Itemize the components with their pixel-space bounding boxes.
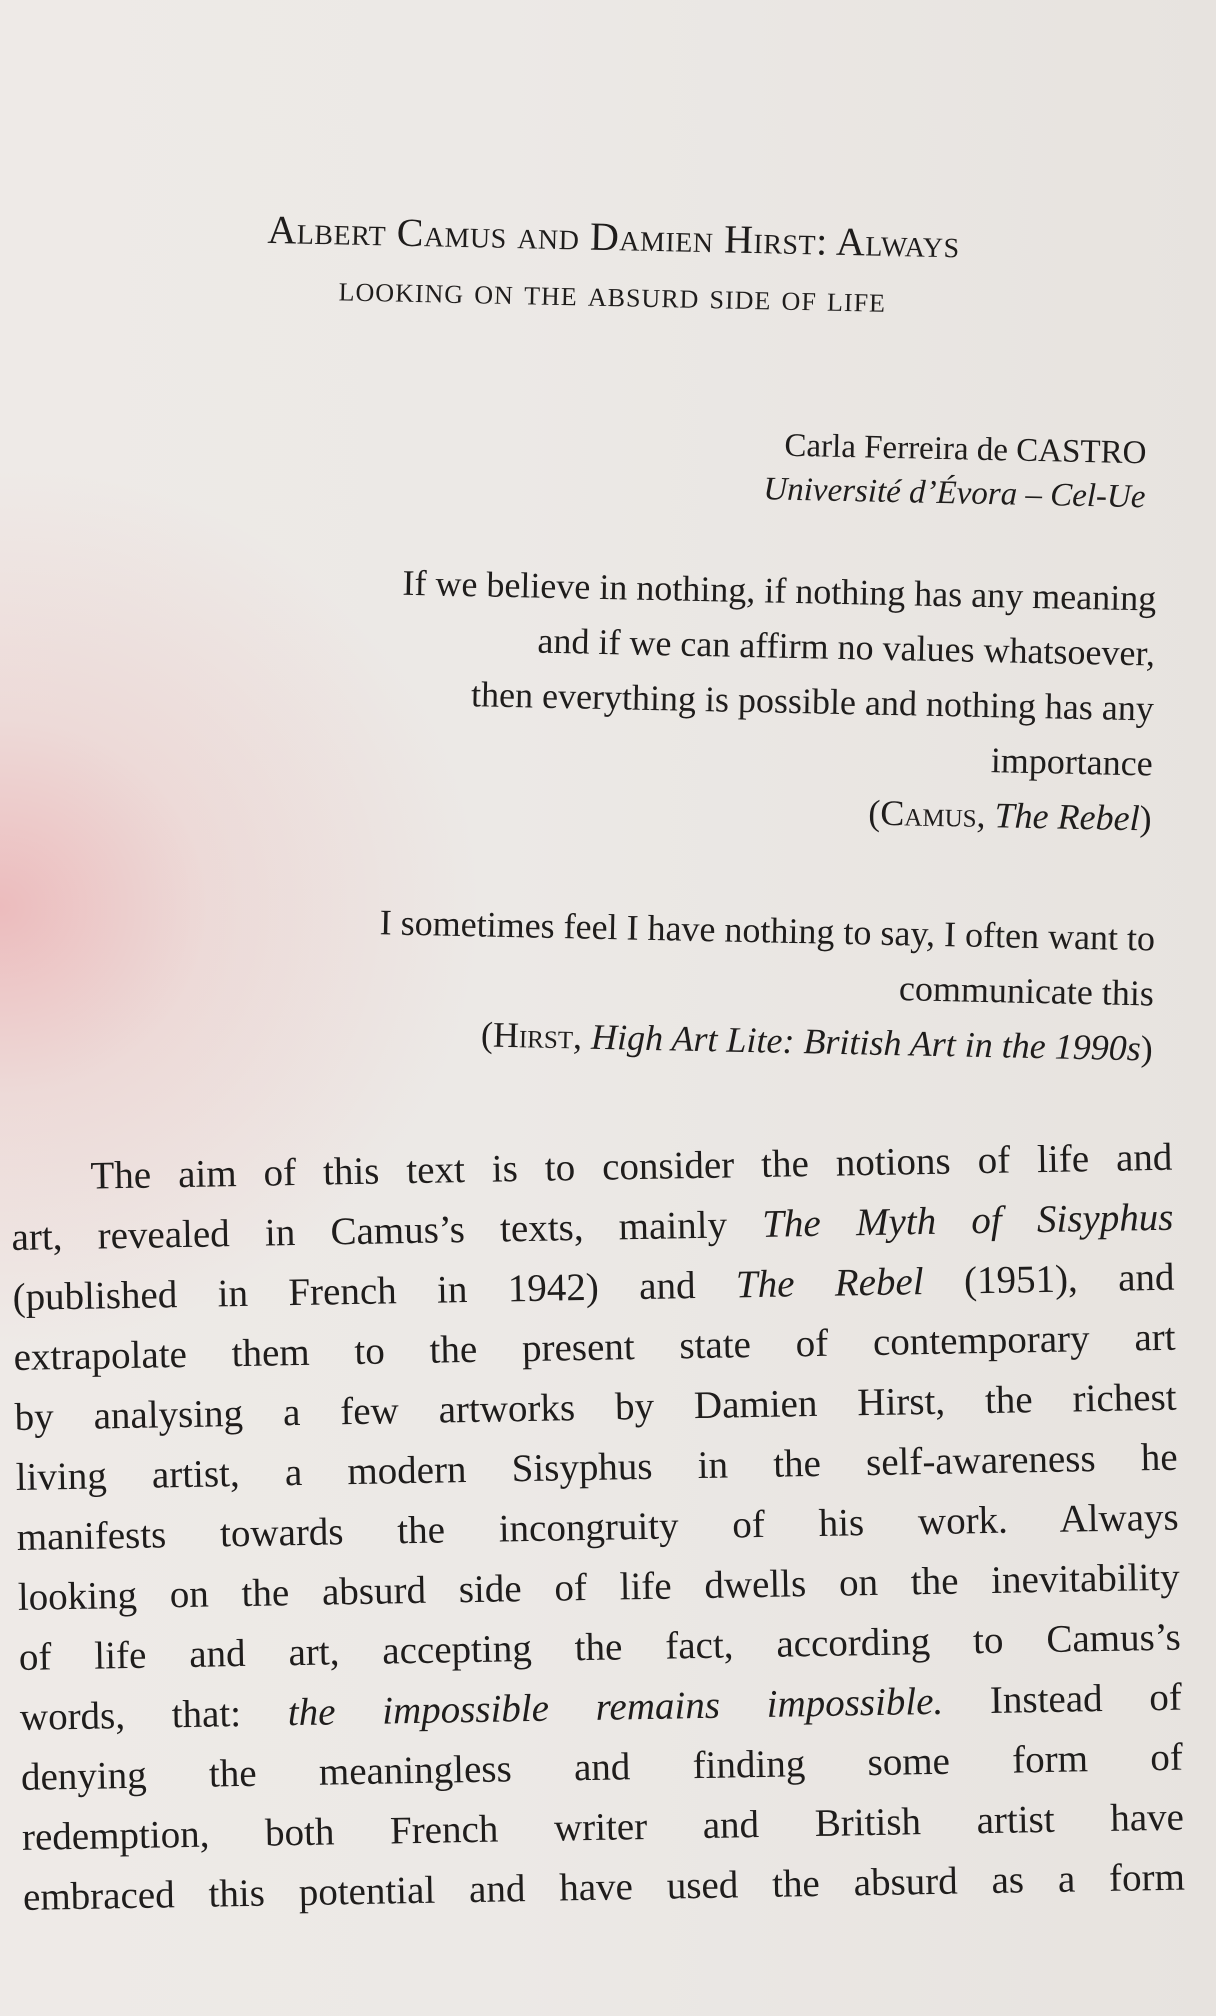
epigraph-source-author: Camus — [880, 792, 978, 835]
italic-title: The Myth of Sisyphus — [761, 1195, 1174, 1246]
body-line: The aim of this text is to consider the notions of life and — [90, 1135, 1173, 1198]
epigraph-hirst — [52, 888, 1155, 1076]
italic-quote: the impossible remains impossible. — [287, 1679, 944, 1735]
author-name: Carla Ferreira de CASTRO — [784, 427, 1147, 472]
author-block — [545, 419, 1147, 520]
epigraph-line: If we believe in nothing, if nothing has any meaning — [402, 562, 1157, 619]
body-line: by analysing a few artworks by Damien Hirst, the richest — [14, 1375, 1177, 1439]
epigraph-line: then everything is possible and nothing has any — [470, 674, 1155, 729]
epigraph-line: communicate this — [898, 968, 1155, 1014]
body-line: denying the meaningless and finding some form of — [20, 1735, 1184, 1799]
italic-title: The Rebel — [735, 1260, 924, 1307]
epigraph-source-work: High Art Lite: British Art in the 1990s — [590, 1016, 1142, 1069]
body-line: of life and art, accepting the fact, according to Camus’s — [18, 1615, 1182, 1679]
body-text-run: (1951), and — [923, 1255, 1175, 1304]
epigraph-source: (Camus, The Rebel) — [868, 792, 1153, 839]
epigraph-line: I sometimes feel I have nothing to say, I often want to — [379, 902, 1156, 959]
author-affiliation: Université d’Évora – Cel-Ue — [763, 471, 1146, 516]
chapter-title-line-2: looking on the absurd side of life — [338, 268, 887, 321]
body-line: manifests towards the incongruity of his work. Always — [16, 1495, 1179, 1559]
body-line: looking on the absurd side of life dwells on the inevitability — [17, 1555, 1181, 1619]
body-text-run: words, that: — [19, 1691, 289, 1739]
chapter-title — [0, 195, 1216, 336]
body-line: embraced this potential and have used the absurd as a form — [22, 1855, 1186, 1919]
body-line: extrapolate them to the present state of contemporary art — [13, 1315, 1176, 1379]
epigraph-source: (Hirst, High Art Lite: British Art in the 1990s) — [480, 1014, 1154, 1069]
chapter-title-line-1: Albert Camus and Damien Hirst: Always — [267, 206, 961, 267]
body-text-run: (published in French in 1942) and — [12, 1263, 737, 1319]
epigraph-line: importance — [990, 740, 1154, 784]
body-text-run: Instead of — [942, 1675, 1183, 1723]
epigraph-source-author: Hirst — [492, 1014, 574, 1057]
body-paragraph — [10, 1128, 1185, 1928]
body-line: redemption, both French writer and British artist have — [21, 1795, 1185, 1859]
body-line: living artist, a modern Sisyphus in the self-awareness he — [15, 1435, 1178, 1499]
epigraph-camus — [51, 549, 1157, 847]
epigraph-source-work: The Rebel — [994, 795, 1141, 839]
epigraph-line: and if we can affirm no values whatsoever, — [537, 620, 1156, 674]
body-text-run: art, revealed in Camus’s texts, mainly — [11, 1202, 763, 1259]
